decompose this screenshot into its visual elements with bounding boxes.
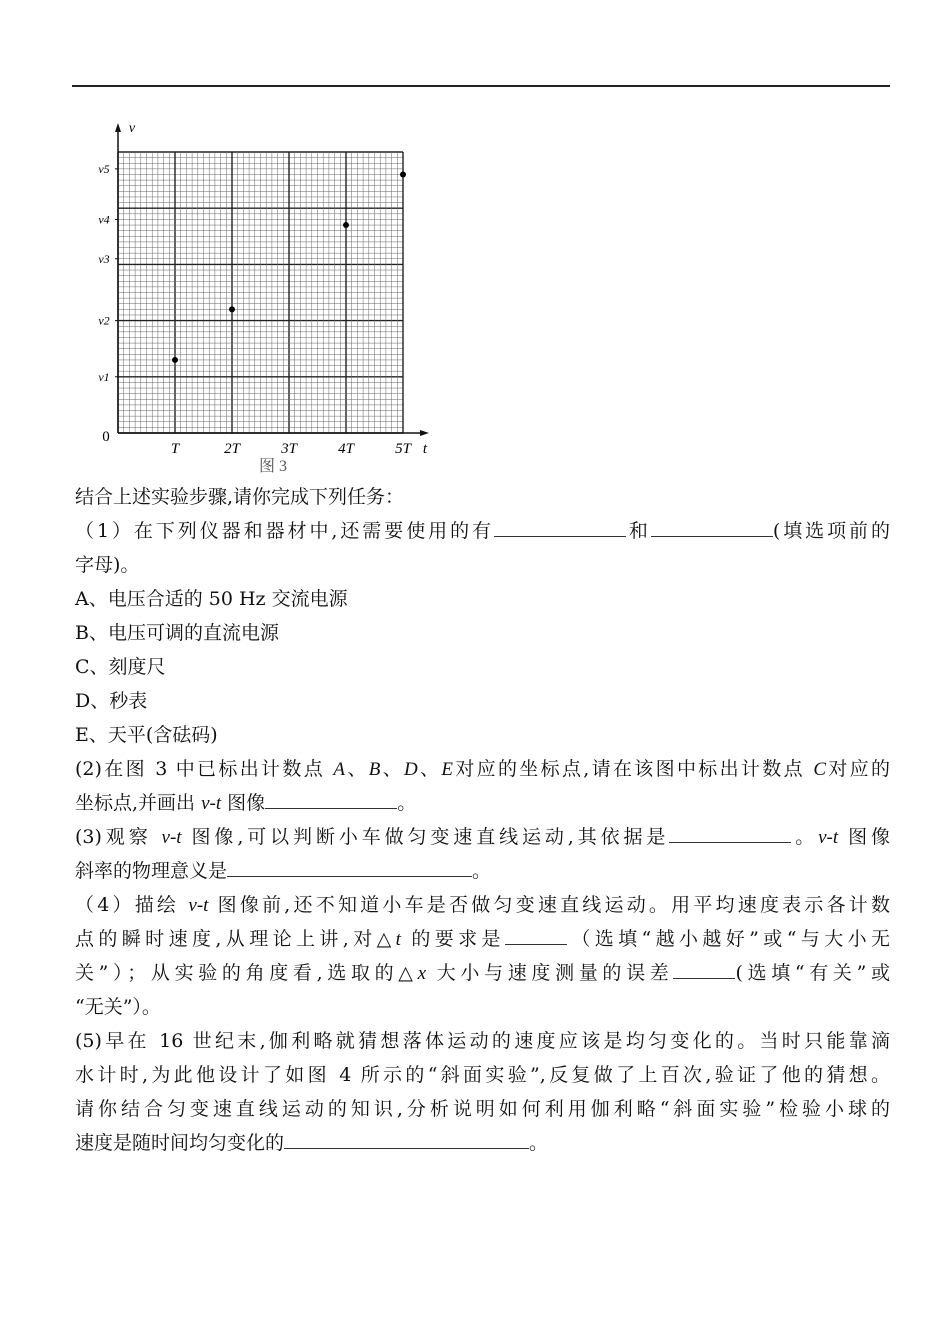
- text-segment: 图像前,还不知道小车是否做匀变速直线运动。用平均速度表示各计数: [208, 894, 890, 916]
- answer-blank[interactable]: [669, 820, 791, 843]
- origin-label: 0: [102, 429, 110, 445]
- text-segment: 水计时,为此他设计了如图 4 所示的“斜面实验”,反复做了上百次,验证了他的猜想。: [75, 1064, 890, 1086]
- text-segment: （4）描绘: [75, 894, 189, 916]
- answer-blank[interactable]: [505, 922, 567, 945]
- x-tick-label: 4T: [338, 441, 354, 457]
- math-symbol: v-t: [161, 827, 182, 848]
- answer-blank[interactable]: [494, 514, 626, 537]
- text-segment: C、刻度尺: [75, 656, 166, 678]
- answer-blank[interactable]: [284, 1126, 529, 1149]
- answer-blank[interactable]: [673, 956, 735, 979]
- math-symbol: t: [395, 929, 401, 950]
- text-segment: 字母)。: [75, 554, 140, 576]
- x-axis-label: t: [422, 441, 428, 457]
- text-line: [75, 1126, 890, 1160]
- text-segment: D、秒表: [75, 690, 148, 712]
- text-line: [75, 854, 890, 888]
- y-tick-label: v5: [98, 161, 110, 176]
- text-line: [75, 752, 890, 786]
- text-line: [75, 684, 890, 718]
- text-segment: 、: [345, 758, 369, 780]
- text-segment: 速度是随时间均匀变化的: [75, 1132, 285, 1154]
- text-line: [75, 786, 890, 820]
- data-point: [343, 222, 349, 228]
- text-line: [75, 922, 890, 956]
- text-segment: (选填“有关”或: [735, 962, 890, 984]
- text-segment: 关”）；从实验的角度看,选取的△: [75, 962, 418, 984]
- text-segment: 对应的坐标点,请在该图中标出计数点: [452, 758, 814, 780]
- y-axis-label: v: [128, 121, 136, 136]
- text-segment: B、电压可调的直流电源: [75, 622, 279, 644]
- text-segment: E、天平(含砝码): [75, 724, 218, 746]
- text-segment: 的要求是: [400, 928, 505, 950]
- text-segment: （1）在下列仪器和器材中,还需要使用的有: [75, 520, 494, 542]
- text-segment: (5)早在 16 世纪末,伽利略就猜想落体运动的速度应该是均匀变化的。当时只能靠滴: [75, 1030, 890, 1052]
- data-point: [172, 357, 178, 363]
- text-segment: “无关”）。: [75, 996, 161, 1018]
- text-segment: 图像: [838, 826, 890, 848]
- answer-blank[interactable]: [651, 514, 773, 537]
- text-line: [75, 718, 890, 752]
- text-segment: 图像: [221, 792, 266, 814]
- answer-blank[interactable]: [227, 854, 472, 877]
- text-segment: 。: [397, 792, 417, 814]
- text-line: [75, 1024, 890, 1058]
- text-segment: 和: [625, 520, 651, 542]
- x-axis-arrow-icon: [420, 430, 429, 436]
- x-tick-label: T: [170, 441, 180, 457]
- text-segment: (填选项前的: [772, 520, 890, 542]
- text-line: [75, 514, 890, 548]
- y-tick-label: v3: [98, 251, 110, 266]
- text-segment: 图像,可以判断小车做匀变速直线运动,其依据是: [181, 826, 670, 848]
- x-tick-label: 5T: [395, 441, 411, 457]
- text-segment: 点的瞬时速度,从理论上讲,对△: [75, 928, 396, 950]
- math-symbol: v-t: [188, 895, 209, 916]
- text-segment: 、: [417, 758, 442, 780]
- text-segment: (3)观察: [75, 826, 162, 848]
- text-line: [75, 1092, 890, 1126]
- math-symbol: v-t: [201, 793, 222, 814]
- data-point: [229, 306, 235, 312]
- math-symbol: v-t: [818, 827, 839, 848]
- text-segment: （选填“越小越好”或“与大小无: [566, 928, 890, 950]
- y-axis-arrow-icon: [115, 123, 121, 132]
- text-segment: 对应的: [826, 758, 890, 780]
- text-line: [75, 616, 890, 650]
- math-symbol: D: [403, 759, 418, 780]
- math-symbol: B: [368, 759, 381, 780]
- figure-3-vt-chart: [90, 115, 440, 485]
- y-tick-label: v1: [98, 369, 110, 384]
- text-segment: 大小与速度测量的误差: [426, 962, 674, 984]
- text-segment: 。: [472, 860, 492, 882]
- question-text: [75, 480, 890, 1160]
- text-line: [75, 650, 890, 684]
- math-symbol: A: [333, 759, 346, 780]
- text-line: [75, 548, 890, 582]
- text-segment: 。: [529, 1132, 549, 1154]
- figure-caption: 图 3: [258, 458, 288, 475]
- text-line: [75, 480, 890, 514]
- data-point: [400, 171, 406, 177]
- header-rule: [72, 85, 890, 87]
- text-line: [75, 1058, 890, 1092]
- text-line: [75, 956, 890, 990]
- text-segment: 。: [791, 826, 819, 848]
- text-segment: 坐标点,并画出: [75, 792, 202, 814]
- x-tick-label: 3T: [281, 441, 297, 457]
- text-segment: 斜率的物理意义是: [75, 860, 228, 882]
- text-segment: 、: [380, 758, 404, 780]
- text-line: [75, 582, 890, 616]
- answer-blank[interactable]: [265, 786, 397, 809]
- y-tick-label: v4: [98, 212, 110, 227]
- text-line: [75, 990, 890, 1024]
- text-segment: 结合上述实验步骤,请你完成下列任务：: [75, 486, 405, 508]
- math-symbol: x: [417, 963, 427, 984]
- y-tick-label: v2: [98, 313, 110, 328]
- text-segment: A、电压合适的 50 Hz 交流电源: [75, 588, 348, 610]
- text-segment: 请你结合匀变速直线运动的知识,分析说明如何利用伽利略“斜面实验”检验小球的: [75, 1098, 890, 1120]
- text-segment: (2)在图 3 中已标出计数点: [75, 758, 334, 780]
- text-line: [75, 820, 890, 854]
- math-symbol: C: [813, 759, 826, 780]
- text-line: [75, 888, 890, 922]
- math-symbol: E: [441, 759, 453, 780]
- x-tick-label: 2T: [224, 441, 240, 457]
